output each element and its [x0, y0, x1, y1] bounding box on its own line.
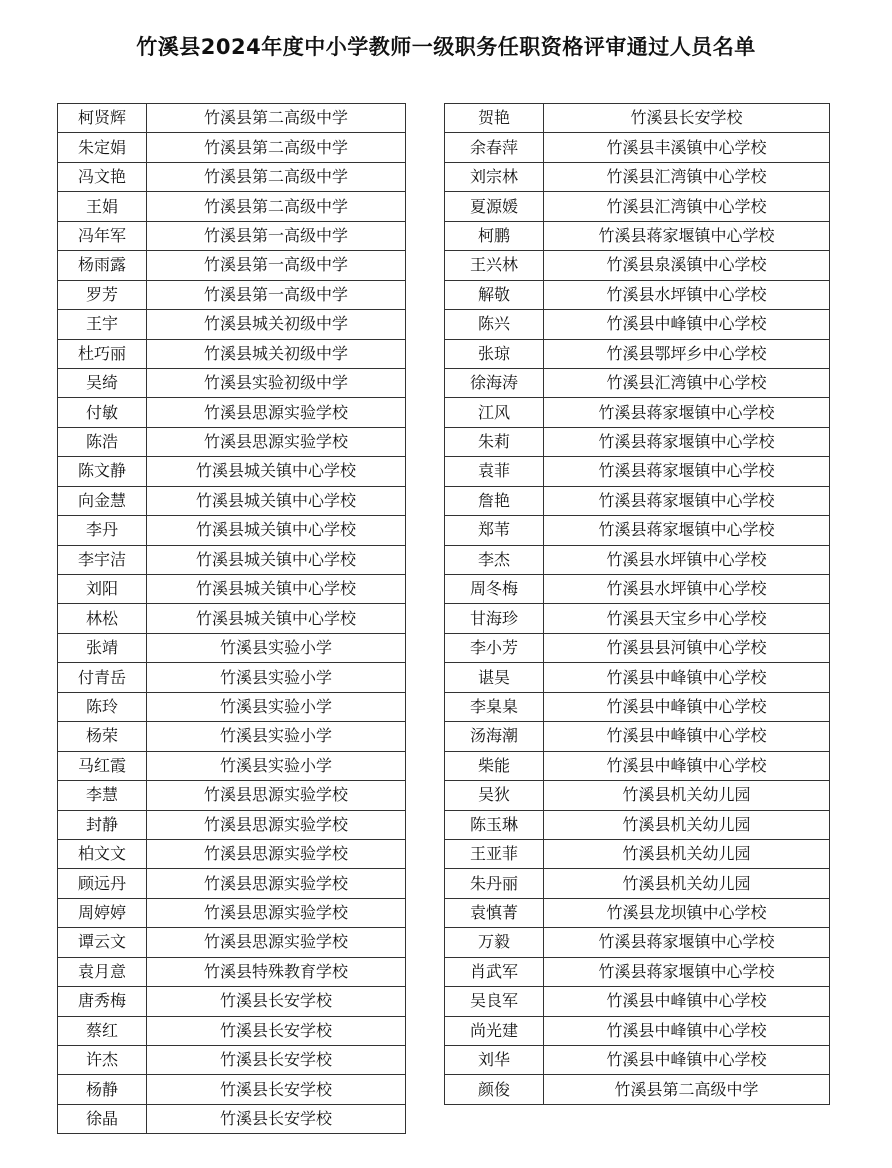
table-row [58, 957, 406, 986]
teacher-name-cell: 刘宗林 [445, 162, 544, 191]
teacher-name-cell: 陈浩 [58, 427, 147, 456]
teacher-name-cell: 肖武军 [445, 957, 544, 986]
table-row [445, 1075, 830, 1104]
school-name-cell: 竹溪县长安学校 [147, 1104, 406, 1133]
teacher-name-cell: 柴能 [445, 751, 544, 780]
school-name-cell: 竹溪县中峰镇中心学校 [544, 310, 830, 339]
school-name-cell: 竹溪县实验小学 [147, 692, 406, 721]
teacher-name-cell: 徐晶 [58, 1104, 147, 1133]
school-name-cell: 竹溪县中峰镇中心学校 [544, 663, 830, 692]
table-row [58, 810, 406, 839]
table-row [445, 987, 830, 1016]
table-row [58, 633, 406, 662]
roster-table-right [444, 103, 830, 1105]
school-name-cell: 竹溪县思源实验学校 [147, 898, 406, 927]
school-name-cell: 竹溪县实验小学 [147, 633, 406, 662]
table-row [58, 280, 406, 309]
school-name-cell: 竹溪县中峰镇中心学校 [544, 722, 830, 751]
table-row [58, 692, 406, 721]
school-name-cell: 竹溪县机关幼儿园 [544, 839, 830, 868]
school-name-cell: 竹溪县第二高级中学 [147, 104, 406, 133]
table-row [445, 751, 830, 780]
school-name-cell: 竹溪县长安学校 [147, 1016, 406, 1045]
teacher-name-cell: 袁菲 [445, 457, 544, 486]
table-row [58, 339, 406, 368]
school-name-cell: 竹溪县天宝乡中心学校 [544, 604, 830, 633]
school-name-cell: 竹溪县思源实验学校 [147, 839, 406, 868]
teacher-name-cell: 周婷婷 [58, 898, 147, 927]
school-name-cell: 竹溪县第一高级中学 [147, 280, 406, 309]
table-row [445, 162, 830, 191]
teacher-name-cell: 郑苇 [445, 516, 544, 545]
school-name-cell: 竹溪县蒋家堰镇中心学校 [544, 957, 830, 986]
school-name-cell: 竹溪县中峰镇中心学校 [544, 751, 830, 780]
table-row [58, 162, 406, 191]
table-row [58, 1046, 406, 1075]
table-row [445, 604, 830, 633]
teacher-name-cell: 杨荣 [58, 722, 147, 751]
school-name-cell: 竹溪县龙坝镇中心学校 [544, 898, 830, 927]
table-row [58, 516, 406, 545]
table-row [445, 339, 830, 368]
teacher-name-cell: 林松 [58, 604, 147, 633]
teacher-name-cell: 付敏 [58, 398, 147, 427]
teacher-name-cell: 李杰 [445, 545, 544, 574]
teacher-name-cell: 甘海珍 [445, 604, 544, 633]
table-row [58, 251, 406, 280]
table-row [58, 427, 406, 456]
table-row [58, 663, 406, 692]
teacher-name-cell: 蔡红 [58, 1016, 147, 1045]
school-name-cell: 竹溪县思源实验学校 [147, 928, 406, 957]
table-row [58, 457, 406, 486]
teacher-name-cell: 付青岳 [58, 663, 147, 692]
roster-table-left [57, 103, 406, 1134]
teacher-name-cell: 罗芳 [58, 280, 147, 309]
table-row [445, 1046, 830, 1075]
table-row [445, 839, 830, 868]
table-row [445, 1016, 830, 1045]
school-name-cell: 竹溪县实验小学 [147, 663, 406, 692]
school-name-cell: 竹溪县长安学校 [147, 987, 406, 1016]
teacher-name-cell: 谌昊 [445, 663, 544, 692]
table-row [58, 310, 406, 339]
table-row [58, 486, 406, 515]
school-name-cell: 竹溪县中峰镇中心学校 [544, 692, 830, 721]
teacher-name-cell: 李丹 [58, 516, 147, 545]
teacher-name-cell: 朱莉 [445, 427, 544, 456]
teacher-name-cell: 刘阳 [58, 575, 147, 604]
school-name-cell: 竹溪县长安学校 [147, 1075, 406, 1104]
teacher-name-cell: 万毅 [445, 928, 544, 957]
school-name-cell: 竹溪县第一高级中学 [147, 221, 406, 250]
teacher-name-cell: 李臬臬 [445, 692, 544, 721]
teacher-name-cell: 唐秀梅 [58, 987, 147, 1016]
teacher-name-cell: 陈文静 [58, 457, 147, 486]
table-row [445, 398, 830, 427]
table-row [445, 663, 830, 692]
school-name-cell: 竹溪县丰溪镇中心学校 [544, 133, 830, 162]
teacher-name-cell: 贺艳 [445, 104, 544, 133]
table-row [445, 928, 830, 957]
teacher-name-cell: 陈玉琳 [445, 810, 544, 839]
table-row [58, 987, 406, 1016]
teacher-name-cell: 颜俊 [445, 1075, 544, 1104]
school-name-cell: 竹溪县县河镇中心学校 [544, 633, 830, 662]
table-row [445, 457, 830, 486]
table-row [58, 751, 406, 780]
table-row [58, 1104, 406, 1133]
school-name-cell: 竹溪县蒋家堰镇中心学校 [544, 928, 830, 957]
school-name-cell: 竹溪县长安学校 [147, 1046, 406, 1075]
school-name-cell: 竹溪县特殊教育学校 [147, 957, 406, 986]
table-row [58, 722, 406, 751]
teacher-name-cell: 徐海涛 [445, 368, 544, 397]
school-name-cell: 竹溪县蒋家堰镇中心学校 [544, 398, 830, 427]
teacher-name-cell: 袁月意 [58, 957, 147, 986]
table-row [58, 1016, 406, 1045]
teacher-name-cell: 张琼 [445, 339, 544, 368]
teacher-name-cell: 陈兴 [445, 310, 544, 339]
teacher-name-cell: 李慧 [58, 781, 147, 810]
table-row [445, 869, 830, 898]
school-name-cell: 竹溪县第二高级中学 [147, 162, 406, 191]
table-row [445, 692, 830, 721]
school-name-cell: 竹溪县水坪镇中心学校 [544, 575, 830, 604]
teacher-name-cell: 柯鹏 [445, 221, 544, 250]
table-row [445, 957, 830, 986]
table-row [58, 839, 406, 868]
school-name-cell: 竹溪县第二高级中学 [147, 192, 406, 221]
teacher-name-cell: 谭云文 [58, 928, 147, 957]
table-row [58, 898, 406, 927]
school-name-cell: 竹溪县蒋家堰镇中心学校 [544, 221, 830, 250]
school-name-cell: 竹溪县实验初级中学 [147, 368, 406, 397]
teacher-name-cell: 柏文文 [58, 839, 147, 868]
table-row [445, 633, 830, 662]
teacher-name-cell: 袁慎菁 [445, 898, 544, 927]
school-name-cell: 竹溪县蒋家堰镇中心学校 [544, 516, 830, 545]
table-row [58, 928, 406, 957]
teacher-name-cell: 周冬梅 [445, 575, 544, 604]
table-row [445, 781, 830, 810]
school-name-cell: 竹溪县蒋家堰镇中心学校 [544, 457, 830, 486]
table-row [445, 427, 830, 456]
teacher-name-cell: 王兴林 [445, 251, 544, 280]
school-name-cell: 竹溪县机关幼儿园 [544, 781, 830, 810]
school-name-cell: 竹溪县长安学校 [544, 104, 830, 133]
teacher-name-cell: 吴狄 [445, 781, 544, 810]
school-name-cell: 竹溪县城关初级中学 [147, 339, 406, 368]
table-row [58, 1075, 406, 1104]
table-row [445, 104, 830, 133]
school-name-cell: 竹溪县城关镇中心学校 [147, 575, 406, 604]
roster-table-right-body [445, 104, 830, 1105]
teacher-name-cell: 张靖 [58, 633, 147, 662]
school-name-cell: 竹溪县机关幼儿园 [544, 869, 830, 898]
school-name-cell: 竹溪县汇湾镇中心学校 [544, 368, 830, 397]
document-title: 竹溪县2024年度中小学教师一级职务任职资格评审通过人员名单 [136, 35, 756, 59]
school-name-cell: 竹溪县水坪镇中心学校 [544, 545, 830, 574]
teacher-name-cell: 吴绮 [58, 368, 147, 397]
teacher-name-cell: 尚光建 [445, 1016, 544, 1045]
table-row [445, 251, 830, 280]
school-name-cell: 竹溪县蒋家堰镇中心学校 [544, 486, 830, 515]
teacher-name-cell: 向金慧 [58, 486, 147, 515]
teacher-name-cell: 冯文艳 [58, 162, 147, 191]
school-name-cell: 竹溪县城关镇中心学校 [147, 604, 406, 633]
table-row [445, 192, 830, 221]
school-name-cell: 竹溪县机关幼儿园 [544, 810, 830, 839]
teacher-name-cell: 刘华 [445, 1046, 544, 1075]
school-name-cell: 竹溪县城关镇中心学校 [147, 457, 406, 486]
teacher-name-cell: 杨雨露 [58, 251, 147, 280]
teacher-name-cell: 朱丹丽 [445, 869, 544, 898]
teacher-name-cell: 王亚菲 [445, 839, 544, 868]
school-name-cell: 竹溪县泉溪镇中心学校 [544, 251, 830, 280]
school-name-cell: 竹溪县中峰镇中心学校 [544, 1046, 830, 1075]
school-name-cell: 竹溪县城关镇中心学校 [147, 486, 406, 515]
school-name-cell: 竹溪县水坪镇中心学校 [544, 280, 830, 309]
teacher-name-cell: 余春萍 [445, 133, 544, 162]
table-row [445, 310, 830, 339]
school-name-cell: 竹溪县实验小学 [147, 751, 406, 780]
teacher-name-cell: 吴良军 [445, 987, 544, 1016]
school-name-cell: 竹溪县第一高级中学 [147, 251, 406, 280]
table-row [445, 133, 830, 162]
school-name-cell: 竹溪县思源实验学校 [147, 781, 406, 810]
school-name-cell: 竹溪县第二高级中学 [147, 133, 406, 162]
teacher-name-cell: 马红霞 [58, 751, 147, 780]
school-name-cell: 竹溪县中峰镇中心学校 [544, 987, 830, 1016]
teacher-name-cell: 王娟 [58, 192, 147, 221]
teacher-name-cell: 夏源媛 [445, 192, 544, 221]
school-name-cell: 竹溪县鄂坪乡中心学校 [544, 339, 830, 368]
teacher-name-cell: 江风 [445, 398, 544, 427]
school-name-cell: 竹溪县思源实验学校 [147, 427, 406, 456]
table-row [58, 604, 406, 633]
table-row [445, 516, 830, 545]
school-name-cell: 竹溪县城关初级中学 [147, 310, 406, 339]
table-row [58, 221, 406, 250]
table-row [445, 368, 830, 397]
table-row [58, 104, 406, 133]
school-name-cell: 竹溪县实验小学 [147, 722, 406, 751]
table-row [58, 398, 406, 427]
teacher-name-cell: 李小芳 [445, 633, 544, 662]
school-name-cell: 竹溪县城关镇中心学校 [147, 545, 406, 574]
teacher-name-cell: 许杰 [58, 1046, 147, 1075]
teacher-name-cell: 封静 [58, 810, 147, 839]
school-name-cell: 竹溪县蒋家堰镇中心学校 [544, 427, 830, 456]
table-row [445, 575, 830, 604]
table-row [58, 781, 406, 810]
roster-table-left-body [58, 104, 406, 1134]
school-name-cell: 竹溪县中峰镇中心学校 [544, 1016, 830, 1045]
table-row [58, 192, 406, 221]
teacher-name-cell: 解敬 [445, 280, 544, 309]
teacher-name-cell: 陈玲 [58, 692, 147, 721]
school-name-cell: 竹溪县汇湾镇中心学校 [544, 162, 830, 191]
teacher-name-cell: 汤海潮 [445, 722, 544, 751]
table-row [445, 898, 830, 927]
teacher-name-cell: 朱定娟 [58, 133, 147, 162]
table-row [445, 221, 830, 250]
school-name-cell: 竹溪县思源实验学校 [147, 398, 406, 427]
teacher-name-cell: 杜巧丽 [58, 339, 147, 368]
teacher-name-cell: 李宇洁 [58, 545, 147, 574]
teacher-name-cell: 柯贤辉 [58, 104, 147, 133]
table-row [58, 575, 406, 604]
table-row [58, 133, 406, 162]
table-row [445, 722, 830, 751]
teacher-name-cell: 冯年军 [58, 221, 147, 250]
table-row [58, 869, 406, 898]
teacher-name-cell: 杨静 [58, 1075, 147, 1104]
school-name-cell: 竹溪县思源实验学校 [147, 810, 406, 839]
table-row [445, 810, 830, 839]
school-name-cell: 竹溪县城关镇中心学校 [147, 516, 406, 545]
school-name-cell: 竹溪县思源实验学校 [147, 869, 406, 898]
teacher-name-cell: 顾远丹 [58, 869, 147, 898]
teacher-name-cell: 王宇 [58, 310, 147, 339]
teacher-name-cell: 詹艳 [445, 486, 544, 515]
table-row [58, 368, 406, 397]
school-name-cell: 竹溪县第二高级中学 [544, 1075, 830, 1104]
table-row [445, 486, 830, 515]
table-row [58, 545, 406, 574]
table-row [445, 280, 830, 309]
school-name-cell: 竹溪县汇湾镇中心学校 [544, 192, 830, 221]
table-row [445, 545, 830, 574]
